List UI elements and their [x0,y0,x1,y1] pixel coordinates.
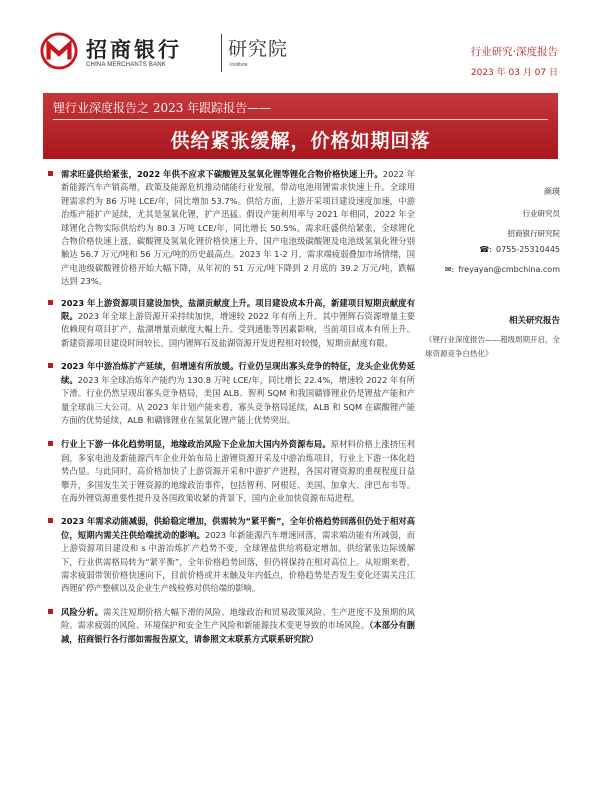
summary-paragraph [47,438,415,505]
paragraph-body: 2023 年新能源汽车增速回落，需求端动能有所减弱，而上游资源项目建设和 s 中游冶炼扩产趋势不变，全球锂盐供给将稳定增加。供给紧张边际缓解下，行业供需格局转为“紧平衡”，全年价格趋势回落，但仍将保持在相对高位上。从短期来看，需求疲弱带领价格快速向下，目前价格或并未触及年内低点，价格趋势是否发生变化还需关注江西锂矿停产整顿以及企业生产线检修对供给端的影响。 [61,529,415,594]
logo-name: 招商银行 [86,37,182,62]
related-reports-title: 相关研究报告 [508,316,560,326]
paragraph-note: （本部分有删减，招商银行各行部如需报告原文，请参照文末联系方式联系研究院） [61,620,415,644]
mail-icon: ✉: [444,265,455,274]
summary-paragraph [47,168,415,289]
paragraph-body: 2022 年新能源汽车产销高增，政策及能源危机推动储能行业发展，带动电池用锂需求快速上升。全球用锂需求约为 86 万吨 LCE/年，同比增加 53.7%。供给方面，上游开采项目建设速度加速，中游治炼产能扩产延续，尤其是氢氧化锂，扩产迅猛。假设产能利用率与 2021 年相同，2022 年全球锂化合物实际供给约为 80.3 万吨 LCE/年，同比增长 50.5%。需求旺盛供给紧张，全球锂化合物价格快速上涨，碳酸锂及氢氧化锂价格快速上升，国产电池级碳酸锂及电池级氢氧化锂分别触达 56.7 万元/吨和 56 万元/吨的历史最高点。2023 年 1-2 月，需求端疲弱叠加市场情绪，国产电池级碳酸锂价格开始大幅下降，从年初的 51 万元/吨下降到 2 月底的 39.2 万元/吨，跌幅达到 23%。 [61,169,415,287]
bullet-icon [48,300,53,305]
paragraph-body: 需关注短期价格大幅下滑的风险、地缘政治和贸易政策风险、生产进度不及预期的风险、需求疲弱的风险、环境保护和安全生产风险和新能源技术变更导致的市场风险。 [61,606,415,631]
summary-paragraph [47,515,415,595]
summary-paragraph [47,360,415,427]
paragraph-lead: 需求旺盛供给紧张，2022 年供不应求下碳酸锂及氢氧化锂等锂化合物价格快速上升。 [61,169,383,179]
report-type: 行业研究·深度报告 [470,46,558,58]
report-date: 2023 年 03 月 07 日 [470,68,558,78]
phone-icon: ☎: [479,245,493,254]
cmb-logo-icon [40,32,78,70]
related-report-link[interactable]: 《锂行业深度报告——超级周期开启，全球资源竞争白热化》 [425,335,560,358]
paragraph-lead: 行业上下游一体化趋势明显，地缘政治风险下企业加大国内外资源布局。 [61,439,331,450]
logo-name-en: CHINA MERCHANTS BANK [86,62,167,68]
paragraph-body: 2023 年全球冶炼年产能约为 130.8 万吨 LCE/年，同比增长 22.4%，增速较 2022 年有所下滑。行业仍然呈现出寡头竞争格局，美国 ALB、智利 SQM 和我国赣锋锂业仍是锂盐产能和产量全球前三大公司。从 2023 年计划产能来看，寡头竞争格局延续，ALB 和 SQM 在碳酸锂产能方面的优势延续，ALB 和赣锋锂业在氢氧化锂产能上优势突出。 [61,374,415,425]
summary-column [47,168,415,646]
phone-number: 0755-25310445 [496,245,560,254]
title-banner [43,93,558,159]
email-address[interactable]: freyayan@cmbchina.com [458,265,560,274]
bullet-icon [48,609,53,614]
bullet-icon [48,171,53,176]
email-contact [445,265,560,274]
paragraph-lead: 2023 年中游冶炼扩产延续，但增速有所放缓。行业仍呈现出寡头竞争的特征，龙头企业优势延续。 [61,361,415,385]
analyst-title: 行业研究员 [522,209,560,218]
banner-subtitle: 锂行业深度报告之 2023 年跟踪报告—— [53,101,272,115]
phone-contact [479,245,560,254]
bullet-icon [48,363,53,368]
banner-divider [53,119,548,120]
paragraph-body: 原材料价格上涨挤压利润，多家电池及新能源汽车企业开始布局上游锂资源开采及中游冶炼项目，行业上下游一体化趋势凸显。与此同时，高价格加快了上游资源开采和中游扩产进程，各国对锂资源的重视程度日益攀升，多国发生关于锂资源的地缘政治事件，包括智利、阿根廷、美国、加拿大、津巴布韦等。在海外锂资源重要性提升及各国政策收紧的背景下，国内企业加快资源布局进程。 [61,439,415,503]
logo-research-en: Institute [230,62,248,68]
institution-name: 招商银行研究院 [507,229,560,238]
bullet-icon [48,518,53,523]
paragraph-lead: 2023 年需求动能减弱，供給稳定增加，供需转为“紧平衡”，全年价格趋势回落但仍处于相对高位，短期内需关注供给端扰动的影响。 [61,516,415,540]
logo-divider [221,34,222,72]
paragraph-body: 2023 年全球上游资源开采持续加快，增速较 2022 年有所上升。其中锂辉石资源增量主要依赖现有项目扩产，盐湖增量贡献度大幅上升。受到通胀等因素影响，当前项目成本有所上升。新建资源项目建设时间较长，国内锂辉石及盐湖资源开发进程相对较慢，短期贡献度有限。 [61,311,415,348]
report-title: 供给紧张缓解，价格如期回落 [170,130,431,152]
logo [40,30,290,80]
risk-paragraph [47,606,415,646]
bullet-icon [48,441,53,446]
summary-paragraph [47,297,415,351]
analyst-name: 颜瑛 [544,187,560,196]
paragraph-lead: 2023 年上游资源项目建设加快，盐湖贡献度上升。项目建设成本升高，新建项目短期贡献度有限。 [61,297,415,322]
paragraph-lead: 风险分析。 [61,606,104,617]
logo-research: 研究院 [228,38,289,60]
